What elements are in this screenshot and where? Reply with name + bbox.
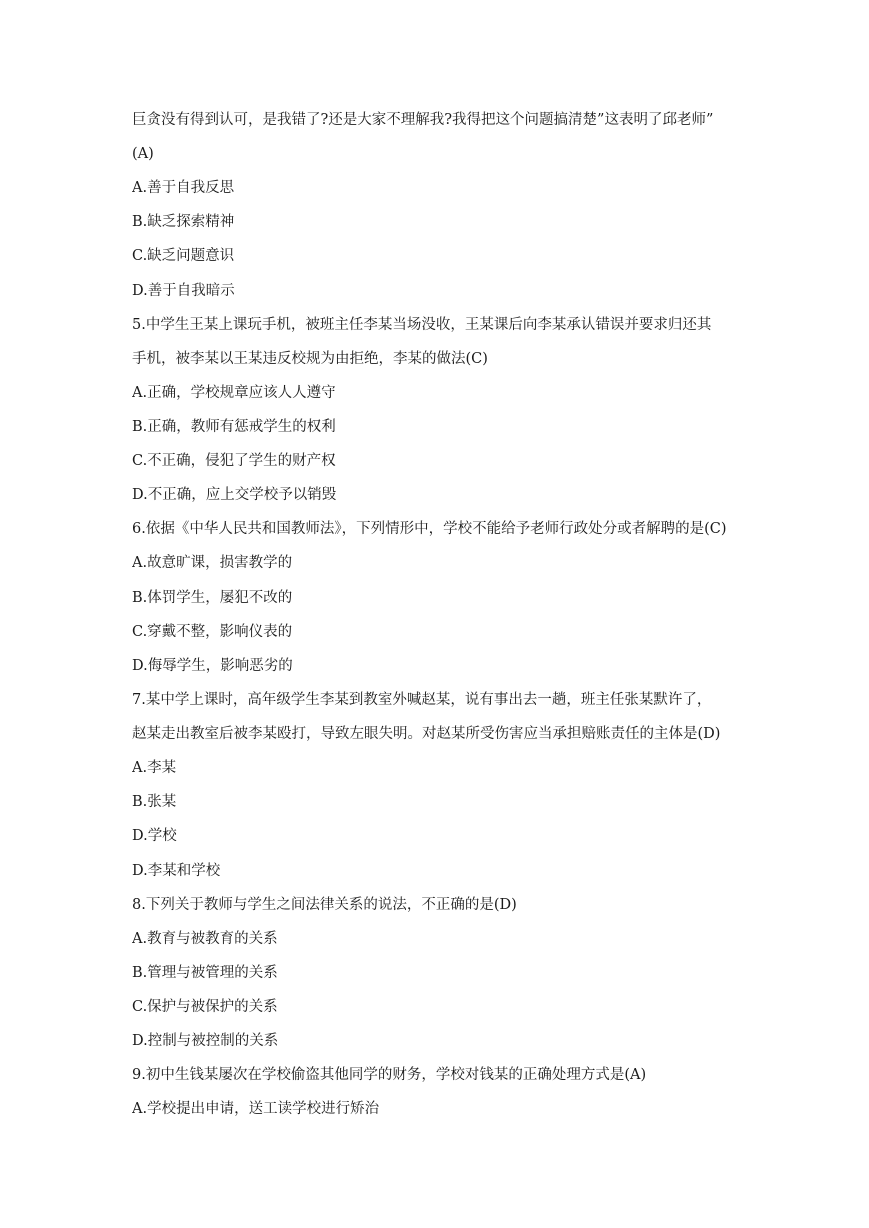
- question-line: 9.初中生钱某屡次在学校偷盗其他同学的财务，学校对钱某的正确处理方式是(A): [132, 1067, 647, 1083]
- option-line: A.学校提出申请，送工读学校进行矫治: [132, 1101, 380, 1117]
- option-line: C.不正确，侵犯了学生的财产权: [132, 453, 336, 469]
- option-line: C.缺乏问题意识: [132, 248, 235, 264]
- option-line: A.李某: [132, 760, 177, 776]
- question-line: 7.某中学上课时，高年级学生李某到教室外喊赵某，说有事出去一趟，班主任张某默许了，: [132, 692, 712, 708]
- text-line: 巨贪没有得到认可，是我错了?还是大家不理解我?我得把这个问题搞清楚”这表明了邱老师”: [132, 112, 714, 128]
- option-line: D.侮辱学生，影响恶劣的: [132, 658, 293, 674]
- question-line: 赵某走出教室后被李某殴打，导致左眼失明。对赵某所受伤害应当承担赔账责任的主体是(D): [132, 726, 721, 742]
- option-line: B.正确，教师有惩戒学生的权利: [132, 419, 336, 435]
- option-line: C.穿戴不整，影响仪表的: [132, 624, 293, 640]
- option-line: B.张某: [132, 794, 177, 810]
- option-line: D.控制与被控制的关系: [132, 1033, 279, 1049]
- option-line: D.不正确，应上交学校予以销毁: [132, 487, 337, 503]
- option-line: C.保护与被保护的关系: [132, 999, 278, 1015]
- option-line: D.李某和学校: [132, 863, 221, 879]
- option-line: B.体罚学生，屡犯不改的: [132, 590, 293, 606]
- option-line: B.缺乏探索精神: [132, 214, 235, 230]
- question-line: 5.中学生王某上课玩手机，被班主任李某当场没收，王某课后向李某承认错误并要求归还其: [132, 317, 712, 333]
- option-line: A.善于自我反思: [132, 180, 235, 196]
- text-line: (A): [132, 146, 154, 162]
- option-line: D.善于自我暗示: [132, 283, 235, 299]
- question-line: 6.依据《中华人民共和国教师法》，下列情形中，学校不能给予老师行政处分或者解聘的是(C): [132, 521, 727, 537]
- option-line: A.故意旷课，损害教学的: [132, 555, 293, 571]
- option-line: D.学校: [132, 828, 177, 844]
- question-line: 8.下列关于教师与学生之间法律关系的说法，不正确的是(D): [132, 897, 517, 913]
- option-line: A.教育与被教育的关系: [132, 931, 278, 947]
- option-line: A.正确，学校规章应该人人遵守: [132, 385, 336, 401]
- question-line: 手机，被李某以王某违反校规为由拒绝，李某的做法(C): [132, 351, 488, 367]
- option-line: B.管理与被管理的关系: [132, 965, 278, 981]
